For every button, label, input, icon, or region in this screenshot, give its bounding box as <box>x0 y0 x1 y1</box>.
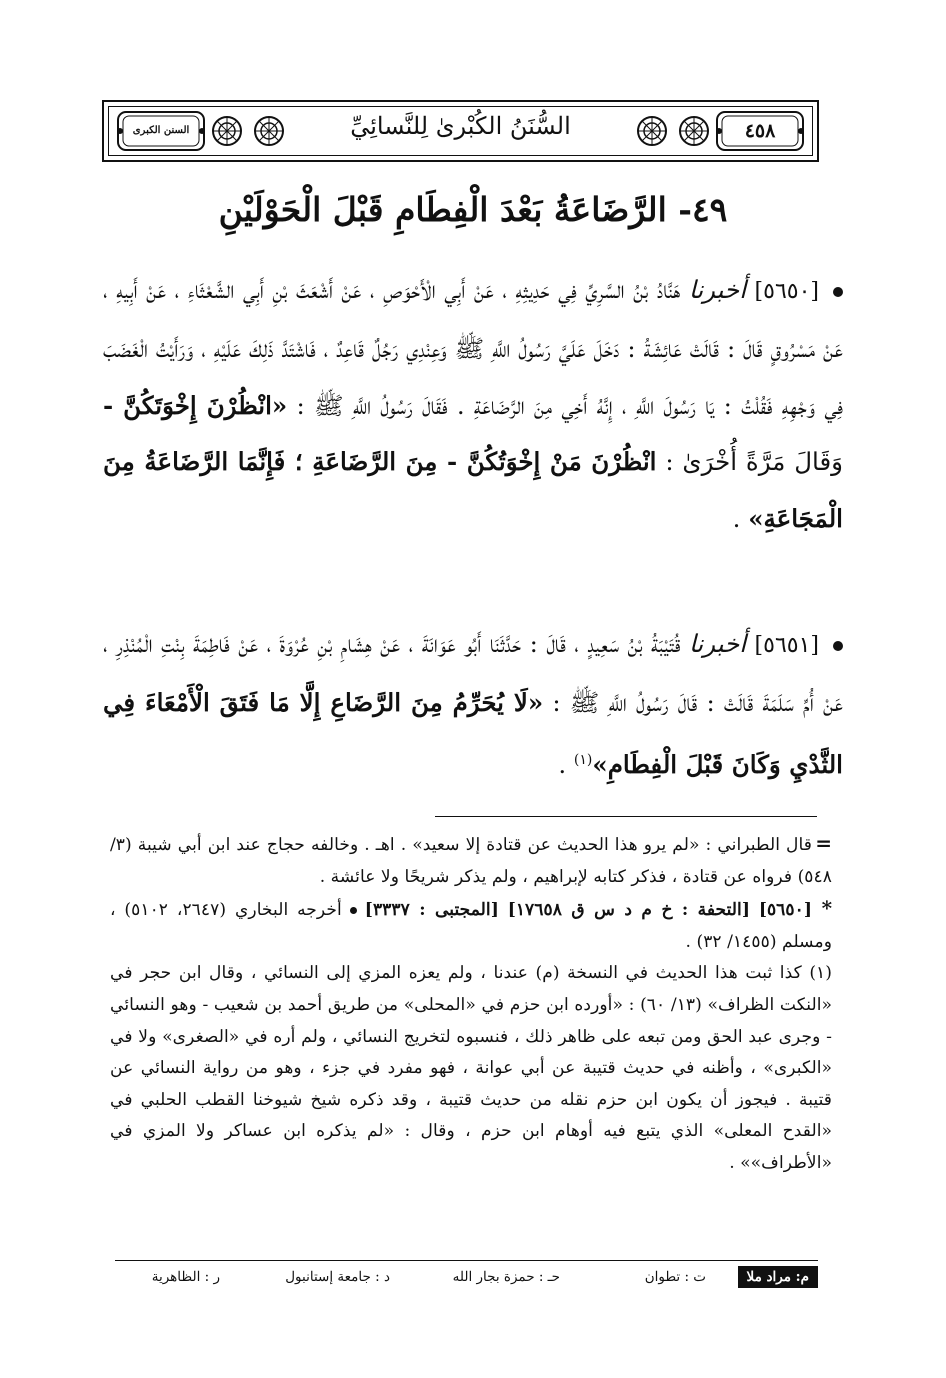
bullet-icon <box>350 907 357 914</box>
footnote-text: أخرجه البخاري (٢٦٤٧، ٥١٠٢) ، ومسلم (١٤٥٥/ ٣٢) . <box>110 900 832 952</box>
prophet-speech: «انْظُرْنَ إِخْوَتَكُنَّ - <box>103 390 288 420</box>
isnad-text: هَنَّادُ بْنُ السَّرِيِّ فِي حَدِيثِهِ ، عَنْ أَبِي الْأَحْوَصِ ، عَنْ أَشْعَثَ بْنِ أَبِي الشَّعْثَاءِ ، عَنْ أَبِيهِ ، عَنْ مَسْرُوقٍ قَالَ : قَالَتْ عَائِشَةُ : دَخَلَ عَلَيَّ رَسُولُ اللَّهِ ﷺ وَعِنْدِي رَجُلٌ قَاعِدٌ ، فَاشْتَدَّ ذَلِكَ عَلَيْهِ ، وَرَأَيْتُ الْغَضَبَ فِي وَجْهِهِ فَقُلْتُ : يَا رَسُولَ اللَّهِ ، إِنَّهُ أَخِي مِنَ الرَّضَاعَةِ . فَقَالَ رَسُولُ اللَّهِ ﷺ : <box>103 275 843 420</box>
footnote-ref: [٥٦٥٠] <box>758 900 813 921</box>
hadith-number: [٥٦٥١] <box>754 633 819 658</box>
mujtaba-ref: [المجتبى : ٣٣٣٧] <box>364 900 499 921</box>
page-header <box>102 100 819 162</box>
ornament-icon <box>677 114 711 148</box>
footnote-continuation <box>110 828 832 893</box>
akhbarana-formula: أخبرنا <box>688 629 747 658</box>
akhbarana-formula: أخبرنا <box>688 275 747 304</box>
footnote-takhrij <box>110 893 832 958</box>
manuscript-h: حـ : حمزة بجار الله <box>452 1269 560 1285</box>
continuation-marker: = <box>815 831 832 855</box>
manuscript-badge: م: مراد ملا <box>738 1266 818 1288</box>
seal-lettering: السنن الكبرى <box>132 124 190 136</box>
hadith-5651 <box>103 616 843 794</box>
prophet-speech: «لَا يُحَرِّمُ مِنَ الرَّضَاعِ إِلَّا مَا فَتَقَ الْأَمْعَاءَ فِي الثَّدْيِ وَكَانَ قَبْلَ الْفِطَامِ» <box>103 687 843 779</box>
ornament-icon <box>252 114 286 148</box>
narration-text: وَقَالَ مَرَّةً أُخْرَىٰ : <box>656 447 843 477</box>
ornament-icon <box>635 114 669 148</box>
period: . <box>558 749 574 779</box>
manuscript-key <box>115 1264 818 1294</box>
tuhfa-ref: [التحفة : خ م د س ق ١٧٦٥٨] <box>507 900 750 921</box>
hadith-5650 <box>103 262 843 548</box>
bottom-divider <box>115 1260 818 1261</box>
footnotes <box>110 828 832 1180</box>
footnote-text: قال الطبراني : «لم يرو هذا الحديث عن قتادة إلا سعيد» . اهـ . وخالفه حجاج عند ابن أبي شيبة (٣/ ٥٤٨) فرواه عن قتادة ، فذكر كتابه لإبراهيم ، ولم يذكر شريحًا ولا عائشة . <box>110 835 832 887</box>
asterisk-marker: * <box>821 896 833 921</box>
footnote-reference[interactable]: (١) <box>573 751 593 768</box>
footnote-divider <box>435 816 817 817</box>
hadith-block <box>103 616 843 794</box>
footnote-text: (١) كذا ثبت هذا الحديث في النسخة (م) عندنا ، ولم يعزه المزي إلى النسائي ، وقال ابن حجر في «النكت الظراف» (١٣/ ٦٠) : «أورده ابن حزم في «المحلى» من طريق أحمد بن شعيب - وهو النسائي - وجرى عبد الحق ومن تبعه على ظاهر ذلك ، فنسبوه لتخريج النسائي ، ولم أره في «الصغرى» ولا في «الكبرى» ، وأظنه في حديث قتيبة عن أبي عوانة ، فهو مفرد في جزء ، وهو من رواية النسائي عن قتيبة . فيجوز أن يكون ابن حزم نقله من حديث قتيبة ، وقد ذكره شيخ شيوخنا القطب الحلبي في «القدح المعلى» الذي يتبع فيه أوهام ابن حزم ، وقال : «لم يذكره ابن عساكر ولا المزي في «الأطراف»» . <box>110 963 832 1173</box>
running-title: السُّنَنُ الكُبْرىٰ لِلنَّسائِيِّ <box>350 112 571 140</box>
chapter-title: ٤٩- الرَّضَاعَةُ بَعْدَ الْفِطَامِ قَبْلَ الْحَوْلَيْنِ <box>218 190 728 229</box>
page-number: ٤٥٨ <box>744 120 776 142</box>
bullet-icon <box>833 641 843 651</box>
page-number-cartouche <box>715 110 805 152</box>
prophet-speech: انْظُرْنَ مَنْ إِخْوَتُكُنَّ - مِنَ الرَّضَاعَةِ ؛ فَإِنَّمَا الرَّضَاعَةُ مِنَ الْمَجَاعَةِ» <box>103 447 843 534</box>
manuscript-t: ت : تطوان <box>644 1269 706 1285</box>
hadith-block <box>103 262 843 548</box>
isnad-text: قُتَيْبَةُ بْنُ سَعِيدٍ ، قَالَ : حَدَّثَنَا أَبُو عَوَانَةَ ، عَنْ هِشَامِ بْنِ عُرْوَةَ ، عَنْ فَاطِمَةَ بِنْتِ الْمُنْذِرِ ، عَنْ أُمِّ سَلَمَةَ قَالَتْ : قَالَ رَسُولُ اللَّهِ ﷺ : <box>103 629 843 717</box>
manuscript-r: ر : الظاهرية <box>151 1269 220 1285</box>
period: . <box>732 504 749 534</box>
bullet-icon <box>833 287 843 297</box>
manuscript-d: د : جامعة إستانبول <box>285 1269 390 1285</box>
ornament-icon <box>210 114 244 148</box>
book-seal <box>116 110 206 152</box>
footnote-1 <box>110 958 832 1179</box>
hadith-number: [٥٦٥٠] <box>754 279 819 304</box>
